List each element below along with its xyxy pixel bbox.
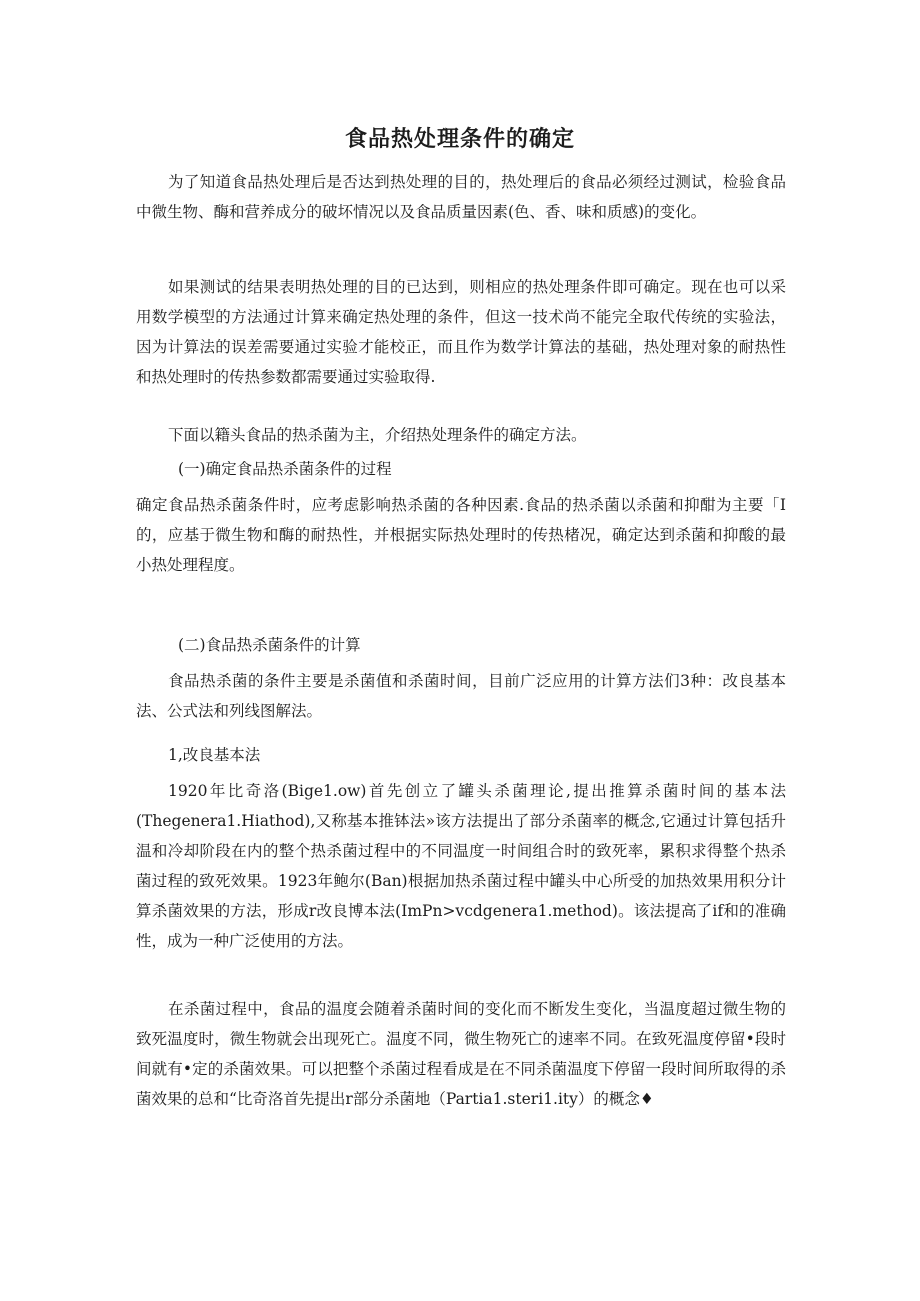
subsection1-text: 1920年比奇洛(Bige1.ow)首先创立了罐头杀菌理论,提出推算杀菌时间的基本法(Thegenera1.Hiathod),又称基本推钵法»该方法提出了部分杀菌率的概念,它通过计算包括升温和冷却阶段在内的整个热杀菌过程中的不同温度一时间组合时的致死率，累积求得整个热杀菌过程的致死效果。1923年鲍尔(Ban)根据加热杀菌过程中罐头中心所受的加热效果用积分计算杀菌效果的方法，形成r改良博本法(ImPn>vcdgenera1.method)。该法提高了if和的准确性，成为一种广泛使用的方法。	[136, 782, 786, 950]
subsection1-heading: 1,改良基本法	[168, 746, 261, 764]
section2-heading: (二)食品热杀菌条件的计算	[178, 636, 361, 654]
document-title: 食品热处理条件的确定	[344, 127, 575, 152]
paragraph-method: 如果测试的结果表明热处理的目的已达到，则相应的热处理条件即可确定。现在也可以采用数学模型的方法通过计算来确定热处理的条件，但这一技术尚不能完全取代传统的实验法，因为计算法的误差需要通过实验才能校正，而且作为数学计算法的基础，热处理对象的耐热性和热处理时的传热参数都需要通过实验取得.	[136, 278, 786, 386]
section2-text: 食品热杀菌的条件主要是杀菌值和杀菌时间，目前广泛应用的计算方法们3种：改良基本法、公式法和列线图解法。	[136, 672, 786, 720]
section1-heading: (一)确定食品热杀菌条件的过程	[178, 460, 392, 478]
section1-text: 确定食品热杀菌条件时，应考虑影响热杀菌的各种因素.食品的热杀菌以杀菌和抑酣为主要「I的，应基于微生物和酶的耐热性，并根据实际热处理时的传热楮况，确定达到杀菌和抑酸的最小热处理程度。	[136, 496, 786, 574]
paragraph-scope: 下面以籍头食品的热杀菌为主，介绍热处理条件的确定方法。	[168, 426, 587, 444]
paragraph-intro: 为了知道食品热处理后是否达到热处理的目的，热处理后的食品必须经过测试，检验食品中微生物、酶和营养成分的破坏情况以及食品质量因素(色、香、味和质感)的变化。	[136, 173, 786, 221]
subsection1-text2: 在杀菌过程中，食品的温度会随着杀菌时间的变化而不断发生变化，当温度超过微生物的致死温度时，微生物就会出现死亡。温度不同，微生物死亡的速率不同。在致死温度停留•段时间就有•定的杀菌效果。可以把整个杀菌过程看成是在不同杀菌温度下停留一段时间所取得的杀菌效果的总和“比奇洛首先提出r部分杀菌地（Partia1.steri1.ity）的概念♦	[136, 1000, 786, 1108]
